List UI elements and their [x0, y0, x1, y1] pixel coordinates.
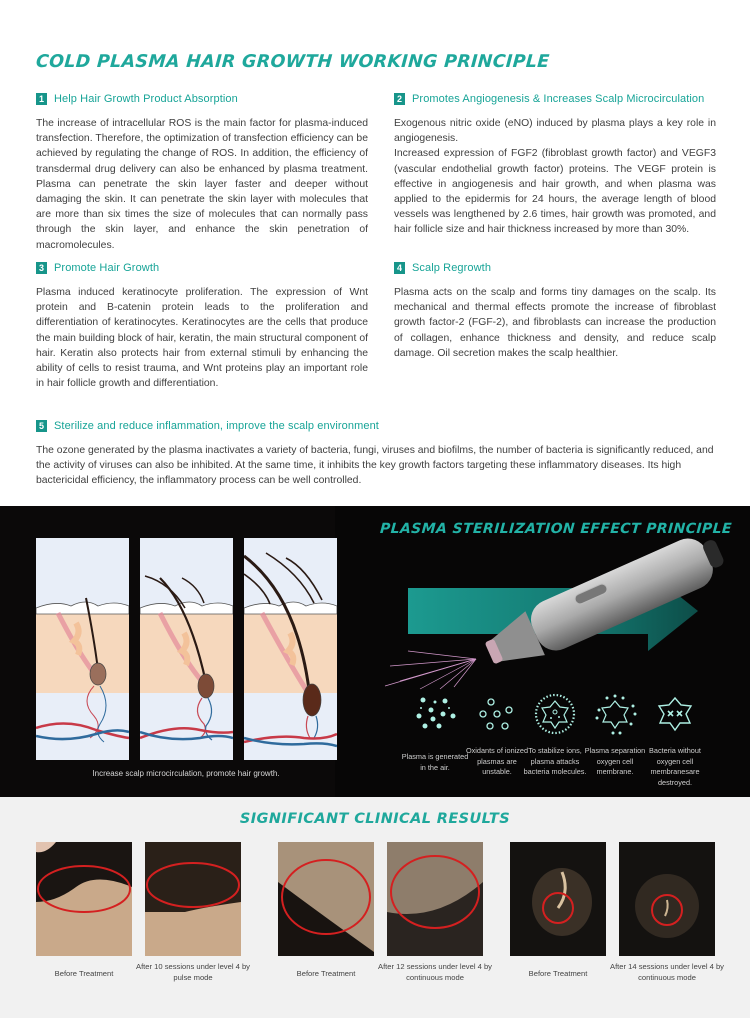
- section-title: Help Hair Growth Product Absorption: [54, 93, 238, 105]
- photo-caption: After 14 sessions under level 4 by continuous mode: [610, 962, 724, 982]
- section-angiogenesis: [394, 92, 716, 238]
- section-title: Promote Hair Growth: [54, 262, 160, 274]
- hair-follicle-illustration: [244, 538, 337, 760]
- follicle-diagram-stage-2: [140, 538, 233, 760]
- membrane-separation-icon: [593, 692, 637, 736]
- photo-caption: Before Treatment: [528, 969, 588, 978]
- page-title: COLD PLASMA HAIR GROWTH WORKING PRINCIPLE: [35, 52, 551, 72]
- section-body: The ozone generated by the plasma inactivates a variety of bacteria, fungi, viruses and biofilms, the number of bacteria is significantly reduced, and the activity of viruses can also be inhibited. At the same time, it inhibits the key growth factors targeting these inflammatory diseases. Its high bactericidal efficiency, the inflammatory process can be well controlled.: [36, 445, 714, 487]
- section-body: Plasma induced keratinocyte proliferation. The expression of Wnt protein and B-catenin protein leads to the proliferation and differentiation of keratinocytes. Keratinocytes are the cells that produce the main building block of hair, keratin, the main structural component of hair. Keratin also protects hair from external stimuli by enhancing the ability of cells to resist trauma, and Wnt proteins play an important role in hair follicle growth and differentiation.: [36, 287, 368, 390]
- section-body: Exogenous nitric oxide (eNO) induced by plasma plays a key role in angiogenesis.: [394, 118, 716, 145]
- result-photo-1-before: [36, 842, 132, 956]
- scalp-photo: [278, 842, 374, 956]
- photo-caption: After 10 sessions under level 4 by pulse mode: [136, 962, 250, 982]
- section-title: Sterilize and reduce inflammation, improve the scalp environment: [54, 420, 379, 432]
- sterilization-section: [0, 506, 750, 797]
- step-label: Plasma separation oxygen cell membrane.: [584, 746, 646, 776]
- section-product-absorption: [36, 92, 368, 253]
- principle-section: [0, 0, 750, 506]
- result-photo-2-before: [278, 842, 374, 956]
- plasma-pen-device-image: [380, 531, 750, 691]
- scalp-photo: [510, 842, 606, 956]
- scalp-photo: [36, 842, 132, 956]
- step-label: Oxidants of ionized plasmas are unstable.: [465, 746, 529, 776]
- step-label: Plasma is generated in the air.: [401, 752, 469, 772]
- results-title: SIGNIFICANT CLINICAL RESULTS: [239, 811, 511, 827]
- section-sterilize: [36, 419, 720, 489]
- hair-follicle-illustration: [140, 538, 233, 760]
- number-badge: 1: [36, 93, 47, 105]
- number-badge: 5: [36, 420, 47, 432]
- section-title: Scalp Regrowth: [412, 262, 492, 274]
- step-label: To stabilize ions, plasma attacks bacteria molecules.: [523, 746, 587, 776]
- hair-follicle-illustration: [36, 538, 129, 760]
- section-body-continued: Increased expression of FGF2 (fibroblast growth factor) and VEGF3 (vascular endothelial growth factor) proteins. The VEGF protein is effective in angiogenesis and hair growth, and when plasma was applied to the epidermis for 24 hours, the average length of blood vessels was lengthened by 2.6 times, hair growth was promoted, and hair follicle size and hair thickness increased by more than 30%.: [394, 148, 716, 236]
- scalp-photo: [619, 842, 715, 956]
- number-badge: 4: [394, 262, 405, 274]
- clinical-results-section: [0, 797, 750, 1018]
- result-photo-3-after: [619, 842, 715, 956]
- step-label: Bacteria without oxygen cell membranesare destroyed.: [649, 746, 701, 787]
- bacteria-destroyed-icon: [653, 692, 697, 736]
- result-photo-3-before: [510, 842, 606, 956]
- scalp-photo: [145, 842, 241, 956]
- step-bacteria-destroyed: [640, 692, 710, 788]
- plasma-pen-icon: [380, 531, 750, 691]
- follicle-diagram-area: [0, 506, 335, 797]
- photo-caption: After 12 sessions under level 4 by continuous mode: [378, 962, 492, 982]
- plasma-particles-icon: [413, 692, 457, 736]
- ionized-oxidants-icon: [475, 692, 519, 736]
- follicle-diagram-stage-1: [36, 538, 129, 760]
- scalp-photo: [387, 842, 483, 956]
- section-body: Plasma acts on the scalp and forms tiny damages on the scalp. Its mechanical and thermal effects promote the increase of fibroblast growth factor-2 (FGF-2), and fibroblasts can increase the production of collagen, enhance thickness and density, and reduce scalp damage. Oil secretion makes the scalp healthier.: [394, 287, 716, 359]
- result-photo-1-after: [145, 842, 241, 956]
- section-scalp-regrowth: [394, 261, 716, 361]
- section-title: Promotes Angiogenesis & Increases Scalp Microcirculation: [412, 93, 705, 105]
- number-badge: 3: [36, 262, 47, 274]
- section-body: The increase of intracellular ROS is the main factor for plasma-induced transfection. Therefore, the optimization of transfection efficiency can be achieved by regulating the change of ROS. In addition, the efficiency of transdermal drug delivery can also be enhanced by plasma treatment. Plasma can penetrate the skin layer faster and deeper without damaging the skin. It can penetrate the skin layer with molecules that are more than six times the size of molecules that can normally pass through the skin layer, and enhance the skin penetration of macromolecules.: [36, 118, 368, 251]
- number-badge: 2: [394, 93, 405, 105]
- sterilization-steps: [400, 692, 740, 792]
- follicle-diagram-stage-3: [244, 538, 337, 760]
- sterilization-title: PLASMA STERILIZATION EFFECT PRINCIPLE: [379, 521, 733, 537]
- step-plasma-generated: [400, 692, 470, 773]
- result-photo-2-after: [387, 842, 483, 956]
- bacteria-attacked-icon: [533, 692, 577, 736]
- photo-caption: Before Treatment: [54, 969, 114, 978]
- photo-caption: Before Treatment: [296, 969, 356, 978]
- section-hair-growth: [36, 261, 368, 391]
- follicle-caption: Increase scalp microcirculation, promote hair growth.: [92, 769, 280, 778]
